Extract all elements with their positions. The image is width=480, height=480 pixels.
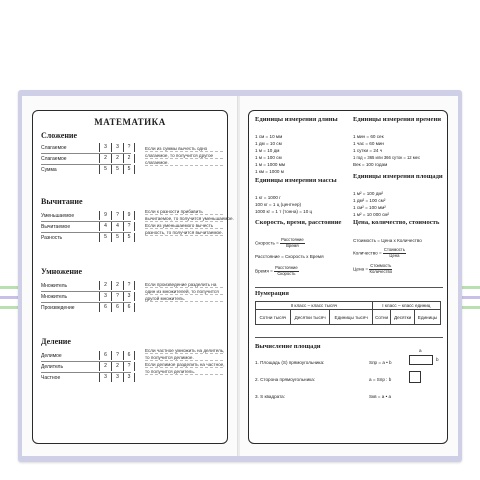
length-units-title: Единицы измерения длины (255, 116, 338, 123)
table-cell: Единицы (414, 310, 440, 325)
table-cell: Сотни (372, 310, 391, 325)
table-cell: Единицы тысяч (330, 310, 372, 325)
table-cell: Сотни тысяч (256, 310, 291, 325)
time-line: 1 час = 60 мин (353, 141, 384, 146)
section-title-multiplication: Умножение (41, 267, 83, 276)
length-line: 1 км = 1000 м (255, 169, 284, 174)
class-units-header: I класс – класс единиц (372, 302, 440, 310)
area-calc-item: 3. S квадрата: (255, 394, 285, 399)
area-calc-title: Вычисление площади (255, 343, 321, 350)
table-row: Вычитаемое 4 4 ? (41, 222, 135, 231)
quantity-formula: Количество = $\frac{\text{Стоимость}}{\text{Цена}}$ (353, 247, 405, 258)
table-row: Слагаемое 2 2 2 (41, 154, 135, 163)
table-cell: Десятки тысяч (290, 310, 330, 325)
mass-line: 100 кг = 1 ц (центнер) (255, 202, 302, 207)
table-row: Делимое 6 ? 6 (41, 351, 135, 360)
math-panel (32, 110, 234, 444)
divider (255, 337, 443, 338)
reference-panel (248, 110, 448, 444)
speed-formula: Скорость = $\frac{\text{Расстояние}}{\text{Время}}$ (255, 237, 304, 248)
rectangle-side-label: a (419, 348, 422, 353)
time-units-title: Единицы измерения времени (353, 116, 442, 123)
section-title-subtraction: Вычитание (41, 197, 83, 206)
rule-description: Если из суммы вычесть одно слагаемое, то получится другое слагаемое. (145, 145, 223, 166)
area-calc-item: 1. Площадь (S) прямоугольника: (255, 360, 325, 365)
section-title-division: Деление (41, 337, 71, 346)
length-line: 1 м = 100 см (255, 155, 282, 160)
cost-formula: Стоимость = Цена х Количество (353, 238, 422, 243)
section-title-addition: Сложение (41, 131, 78, 140)
price-formula: Цена = $\frac{\text{Стоимость}}{\text{Количество}}$ (353, 263, 393, 274)
table-row: Слагаемое 3 3 ? (41, 143, 135, 152)
distance-formula: Расстояние = Скорость х Время (255, 254, 324, 259)
table-row: Делитель 2 2 ? (41, 362, 135, 371)
table-cell: Десятки (391, 310, 415, 325)
table-row: Уменьшаемое 9 ? 9 (41, 211, 135, 220)
table-row: Множитель 3 ? 3 (41, 292, 135, 301)
area-line: 1 м² = 10 000 см² (353, 212, 390, 217)
class-thousands-header: II класс – класс тысяч (256, 302, 373, 310)
time-formula: Время = $\frac{\text{Расстояние}}{\text{Скорость}}$ (255, 265, 298, 276)
table-row: Произведение 6 6 6 (41, 303, 135, 312)
speed-title: Скорость, время, расстояние (255, 219, 342, 226)
table-row: Множитель 2 2 ? (41, 281, 135, 290)
time-line: 1 год = 365 или 366 суток = 12 мес (353, 155, 421, 160)
price-title: Цена, количество, стоимость (353, 219, 440, 226)
area-calc-formula: Sкв = a • a (369, 394, 392, 399)
numeration-title: Нумерация (255, 290, 289, 297)
area-calc-formula: Sпр = a • b (369, 360, 392, 365)
rule-description: Если к разности прибавить вычитаемое, то получится уменьшаемое. Если из уменьшаемого вычесть разность, то получится вычитаемое. (145, 209, 234, 235)
area-units-title: Единицы измерения площади (353, 173, 443, 180)
time-line: 1 мин = 60 сек (353, 134, 384, 139)
rectangle-icon (409, 355, 433, 365)
area-line: 1 см² = 100 мм² (353, 205, 386, 210)
rule-description: Если частное умножить на делитель, то получится делимое. Если делимое разделить на частное, то получится делитель. (145, 348, 225, 374)
rule-description: Если произведение разделить на один из множителей, то получится другой множитель. (145, 281, 223, 302)
area-calc-formula: a = Sпр : b (369, 377, 392, 382)
rectangle-side-label: b (436, 357, 439, 362)
area-line: 1 дм² = 100 см² (353, 198, 386, 203)
length-line: 1 см = 10 мм (255, 134, 283, 139)
table-row: Сумма 5 5 5 (41, 165, 135, 174)
page-title: МАТЕМАТИКА (94, 117, 166, 127)
table-row: Частное 3 3 3 (41, 373, 135, 382)
mass-line: 1 кг = 1000 г (255, 195, 281, 200)
area-calc-item: 2. Сторона прямоугольника: (255, 377, 316, 382)
time-line: Век = 100 годам (353, 162, 388, 167)
right-page (240, 96, 458, 456)
divider (255, 287, 443, 288)
area-line: 1 м² = 100 дм² (353, 191, 384, 196)
left-page (22, 96, 238, 456)
mass-units-title: Единицы измерения массы (255, 177, 337, 184)
square-icon (409, 371, 421, 383)
time-line: 1 сутки = 24 ч (353, 148, 383, 153)
mass-line: 1000 кг = 1 т (тонна) = 10 ц (255, 209, 313, 214)
table-row: Разность 5 5 5 (41, 233, 135, 242)
length-line: 1 м = 10 дм (255, 148, 280, 153)
length-line: 1 м = 1000 мм (255, 162, 286, 167)
numeration-table (255, 301, 441, 325)
length-line: 1 дм = 10 см (255, 141, 282, 146)
